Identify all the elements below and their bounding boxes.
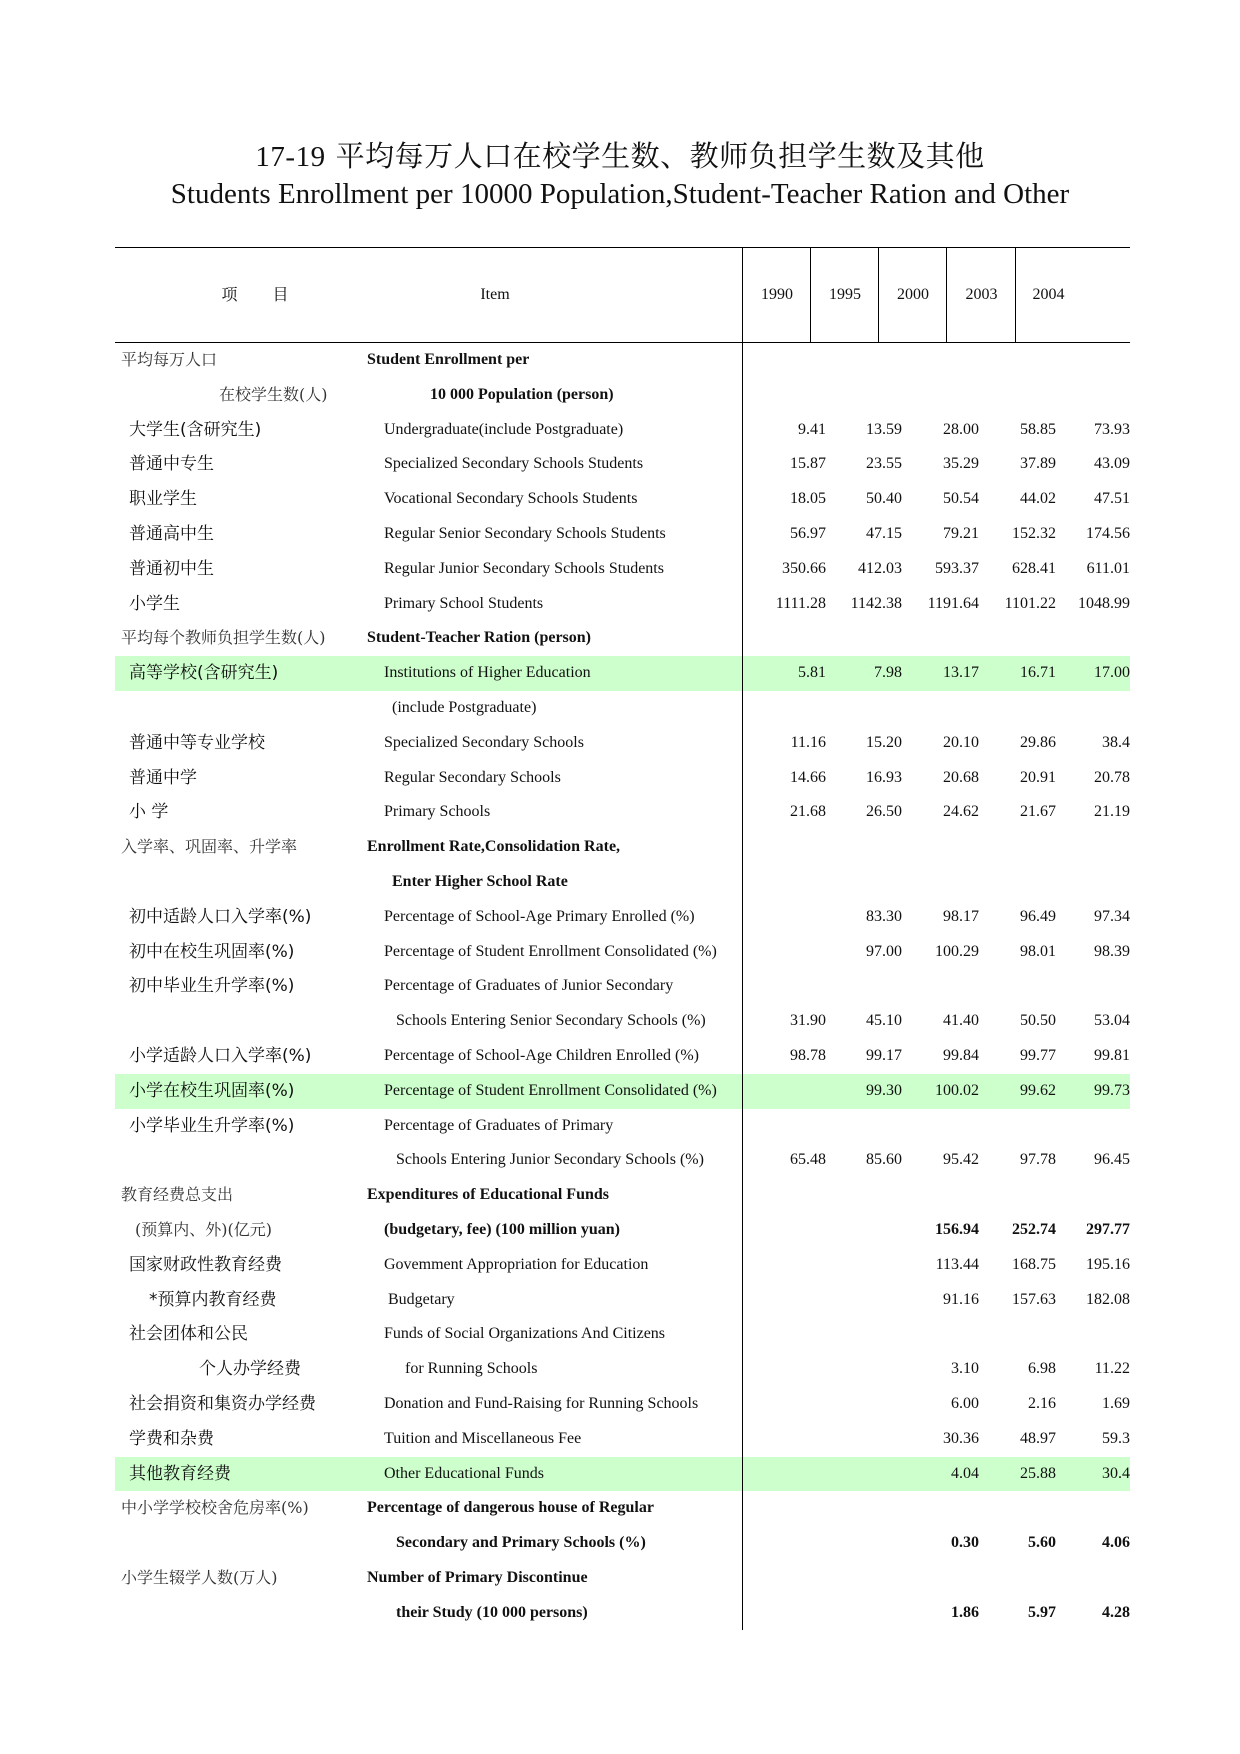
row-label-zh: 普通初中生	[129, 558, 214, 579]
cell-1995: 26.50	[866, 803, 902, 821]
cell-2004: 611.01	[1086, 559, 1130, 577]
cell-2000: 13.17	[943, 664, 979, 682]
row-label-zh: 教育经费总支出	[121, 1185, 234, 1205]
table-row	[115, 656, 1130, 691]
cell-1995: 15.20	[866, 733, 902, 751]
cell-2000: 156.94	[935, 1220, 979, 1238]
cell-1990: 9.41	[798, 420, 826, 438]
row-label-zh: 学费和杂费	[129, 1428, 214, 1449]
cell-2000: 79.21	[943, 524, 979, 542]
cell-2004: 182.08	[1086, 1290, 1130, 1308]
cell-2004: 59.3	[1102, 1429, 1130, 1447]
cell-2003: 5.60	[1028, 1534, 1056, 1552]
page-title-chinese	[0, 134, 1240, 175]
table-row	[115, 1248, 1130, 1283]
table-row	[115, 830, 1130, 865]
row-label-en: Student-Teacher Ration (person)	[367, 629, 592, 647]
row-label-zh: 小学生辍学人数(万人)	[121, 1567, 278, 1587]
table-row	[115, 1422, 1130, 1457]
cell-2003: 6.98	[1028, 1360, 1056, 1378]
row-label-zh: *预算内教育经费	[149, 1289, 277, 1310]
cell-2003: 98.01	[1020, 942, 1056, 960]
table-row	[115, 1596, 1130, 1631]
row-label-en: (budgetary, fee) (100 million yuan)	[384, 1220, 620, 1238]
cell-2000: 6.00	[951, 1394, 979, 1412]
cell-2004: 99.73	[1094, 1081, 1130, 1099]
table-row	[115, 726, 1130, 761]
page-title-english: Students Enrollment per 10000 Population,Student-Teacher Ration and Other	[170, 178, 1070, 210]
cell-2000: 20.68	[943, 768, 979, 786]
row-label-zh: 中小学学校校舍危房率(%)	[121, 1498, 309, 1518]
row-label-en: Expenditures of Educational Funds	[367, 1186, 609, 1204]
cell-1990: 5.81	[798, 664, 826, 682]
cell-2000: 593.37	[935, 559, 979, 577]
row-label-en: Institutions of Higher Education	[384, 664, 591, 682]
table-row	[115, 1109, 1130, 1144]
cell-2003: 168.75	[1012, 1255, 1056, 1273]
table-row	[115, 969, 1130, 1004]
cell-2003: 58.85	[1020, 420, 1056, 438]
cell-1990: 31.90	[790, 1012, 826, 1030]
cell-1990: 56.97	[790, 524, 826, 542]
table-header	[115, 248, 1130, 343]
cell-1995: 23.55	[866, 455, 902, 473]
cell-2003: 5.97	[1028, 1603, 1056, 1621]
row-label-zh: 高等学校(含研究生)	[129, 663, 279, 684]
cell-2003: 37.89	[1020, 455, 1056, 473]
header-year-2004: 2004	[1015, 248, 1081, 342]
row-label-en: Enrollment Rate,Consolidation Rate,	[367, 838, 621, 856]
row-label-zh: 小学适龄人口入学率(%)	[129, 1045, 312, 1066]
row-label-zh: 普通中学	[129, 767, 197, 788]
cell-2004: 4.06	[1102, 1534, 1130, 1552]
cell-2004: 97.34	[1094, 907, 1130, 925]
row-label-en: Percentage of Graduates of Junior Secondary	[384, 977, 674, 995]
table-row	[115, 1457, 1130, 1492]
cell-2003: 20.91	[1020, 768, 1056, 786]
cell-2004: 53.04	[1094, 1012, 1130, 1030]
cell-2000: 28.00	[943, 420, 979, 438]
cell-2000: 100.02	[935, 1081, 979, 1099]
row-label-en: their Study (10 000 persons)	[396, 1603, 588, 1621]
row-label-en: Primary School Students	[384, 594, 544, 612]
cell-1995: 45.10	[866, 1012, 902, 1030]
row-label-zh: (预算内、外)(亿元)	[135, 1219, 272, 1239]
cell-2003: 1101.22	[1004, 594, 1056, 612]
row-label-zh: 职业学生	[129, 489, 197, 510]
cell-2000: 98.17	[943, 907, 979, 925]
row-label-zh: 国家财政性教育经费	[129, 1254, 282, 1275]
cell-2003: 628.41	[1012, 559, 1056, 577]
table-row	[115, 1178, 1130, 1213]
row-label-en: Percentage of dangerous house of Regular	[367, 1499, 654, 1517]
cell-2003: 16.71	[1020, 664, 1056, 682]
cell-1995: 7.98	[874, 664, 902, 682]
cell-1990: 98.78	[790, 1046, 826, 1064]
row-label-zh: 小 学	[129, 802, 169, 823]
table-row	[115, 1561, 1130, 1596]
table-row	[115, 1491, 1130, 1526]
cell-2003: 99.77	[1020, 1046, 1056, 1064]
row-label-zh: 平均每万人口	[121, 350, 218, 369]
cell-2000: 100.29	[935, 942, 979, 960]
row-label-en: Percentage of Student Enrollment Consolidated (%)	[384, 942, 717, 960]
row-label-en: Student Enrollment per	[367, 351, 530, 368]
row-label-zh: 初中毕业生升学率(%)	[129, 976, 295, 997]
row-label-en: 10 000 Population (person)	[430, 385, 614, 403]
row-label-zh: 个人办学经费	[199, 1359, 301, 1380]
table-row	[115, 1387, 1130, 1422]
cell-2003: 25.88	[1020, 1464, 1056, 1482]
table-number: 17-19	[255, 141, 326, 173]
table-row	[115, 447, 1130, 482]
cell-1990: 15.87	[790, 455, 826, 473]
table-row	[115, 1283, 1130, 1318]
table-row	[115, 378, 1130, 413]
cell-2003: 97.78	[1020, 1151, 1056, 1169]
cell-2000: 99.84	[943, 1046, 979, 1064]
header-year-2000: 2000	[878, 248, 947, 342]
cell-1995: 85.60	[866, 1151, 902, 1169]
header-year-1995: 1995	[810, 248, 879, 342]
row-label-en: Specialized Secondary Schools Students	[384, 455, 644, 473]
cell-2004: 43.09	[1094, 455, 1130, 473]
cell-2000: 1.86	[951, 1603, 979, 1621]
cell-2003: 48.97	[1020, 1429, 1056, 1447]
table-row	[115, 1074, 1130, 1109]
row-label-zh: 普通中等专业学校	[129, 732, 265, 753]
table-row	[115, 795, 1130, 830]
cell-2003: 2.16	[1028, 1394, 1056, 1412]
table-body	[115, 343, 1130, 1630]
row-label-zh: 平均每个教师负担学生数(人)	[121, 628, 326, 648]
table-row	[115, 587, 1130, 622]
cell-2004: 99.81	[1094, 1046, 1130, 1064]
cell-2004: 1.69	[1102, 1394, 1130, 1412]
table-row	[115, 1039, 1130, 1074]
table-row	[115, 935, 1130, 970]
header-year-2003: 2003	[946, 248, 1016, 342]
row-label-zh: 社会团体和公民	[129, 1324, 248, 1345]
cell-2003: 157.63	[1012, 1290, 1056, 1308]
table-row	[115, 865, 1130, 900]
cell-2000: 35.29	[943, 455, 979, 473]
row-label-en: Donation and Fund-Raising for Running Schools	[384, 1394, 699, 1412]
cell-1995: 99.30	[866, 1081, 902, 1099]
table-row	[115, 1143, 1130, 1178]
row-label-en: Tuition and Miscellaneous Fee	[384, 1429, 582, 1447]
row-label-zh: 普通高中生	[129, 523, 214, 544]
table-row	[115, 621, 1130, 656]
cell-2000: 4.04	[951, 1464, 979, 1482]
cell-2004: 174.56	[1086, 524, 1130, 542]
cell-1990: 350.66	[782, 559, 826, 577]
row-label-en: Percentage of School-Age Children Enrolled (%)	[384, 1046, 700, 1064]
header-year-1990: 1990	[742, 248, 811, 342]
row-label-en: Other Educational Funds	[384, 1464, 544, 1482]
row-label-en: for Running Schools	[405, 1360, 538, 1378]
cell-1990: 14.66	[790, 768, 826, 786]
cell-1990: 21.68	[790, 803, 826, 821]
row-label-en: Regular Senior Secondary Schools Students	[384, 524, 666, 542]
row-label-en: Percentage of School-Age Primary Enrolled (%)	[384, 907, 695, 925]
row-label-zh: 初中适龄人口入学率(%)	[129, 906, 312, 927]
row-label-en: Secondary and Primary Schools (%)	[396, 1534, 646, 1552]
cell-2004: 20.78	[1094, 768, 1130, 786]
cell-2000: 24.62	[943, 803, 979, 821]
cell-2004: 47.51	[1094, 490, 1130, 508]
row-label-en: Funds of Social Organizations And Citizens	[384, 1325, 666, 1343]
cell-1995: 47.15	[866, 524, 902, 542]
cell-1995: 83.30	[866, 907, 902, 925]
column-divider	[742, 248, 743, 1630]
cell-2000: 113.44	[935, 1255, 979, 1273]
cell-1995: 97.00	[866, 942, 902, 960]
row-label-en: Primary Schools	[384, 803, 491, 821]
table-row	[115, 691, 1130, 726]
cell-2004: 17.00	[1094, 664, 1130, 682]
row-label-en: Number of Primary Discontinue	[367, 1568, 588, 1586]
cell-1995: 16.93	[866, 768, 902, 786]
cell-2004: 21.19	[1094, 803, 1130, 821]
row-label-zh: 大学生(含研究生)	[129, 419, 262, 440]
row-label-en: Govemment Appropriation for Education	[384, 1255, 649, 1273]
row-label-en: Regular Junior Secondary Schools Students	[384, 559, 664, 577]
cell-1995: 1142.38	[850, 594, 902, 612]
table-row	[115, 343, 1130, 378]
cell-2000: 95.42	[943, 1151, 979, 1169]
cell-2000: 91.16	[943, 1290, 979, 1308]
row-label-zh: 小学生	[129, 593, 180, 614]
cell-2004: 4.28	[1102, 1603, 1130, 1621]
cell-2000: 41.40	[943, 1012, 979, 1030]
table-row	[115, 1317, 1130, 1352]
row-label-en: Vocational Secondary Schools Students	[384, 490, 638, 508]
cell-2004: 30.4	[1102, 1464, 1130, 1482]
table-row	[115, 517, 1130, 552]
cell-2004: 73.93	[1094, 420, 1130, 438]
cell-2000: 50.54	[943, 490, 979, 508]
table-row	[115, 413, 1130, 448]
cell-2000: 20.10	[943, 733, 979, 751]
row-label-en: Schools Entering Junior Secondary Schools (%)	[396, 1151, 704, 1169]
row-label-zh: 社会捐资和集资办学经费	[129, 1393, 316, 1414]
header-item-en: Item	[480, 286, 510, 303]
cell-1995: 50.40	[866, 490, 902, 508]
row-label-zh: 小学毕业生升学率(%)	[129, 1115, 295, 1136]
row-label-zh: 入学率、巩固率、升学率	[121, 837, 298, 857]
cell-1990: 65.48	[790, 1151, 826, 1169]
table-row	[115, 1213, 1130, 1248]
row-label-en: (include Postgraduate)	[392, 698, 537, 716]
cell-2003: 152.32	[1012, 524, 1056, 542]
cell-1995: 412.03	[858, 559, 902, 577]
cell-2003: 50.50	[1020, 1012, 1056, 1030]
cell-1995: 13.59	[866, 420, 902, 438]
row-label-zh: 小学在校生巩固率(%)	[129, 1080, 295, 1101]
cell-2004: 11.22	[1094, 1360, 1130, 1378]
table-row	[115, 1352, 1130, 1387]
cell-2004: 297.77	[1086, 1220, 1130, 1238]
cell-2004: 1048.99	[1078, 594, 1130, 612]
row-label-zh: 在校学生数(人)	[219, 384, 328, 404]
row-label-en: Percentage of Student Enrollment Consolidated (%)	[384, 1081, 717, 1099]
table-row	[115, 482, 1130, 517]
table-row	[115, 552, 1130, 587]
cell-2004: 96.45	[1094, 1151, 1130, 1169]
cell-2000: 1191.64	[927, 594, 979, 612]
cell-2003: 29.86	[1020, 733, 1056, 751]
table-row	[115, 1526, 1130, 1561]
cell-2003: 96.49	[1020, 907, 1056, 925]
row-label-en: Regular Secondary Schools	[384, 768, 561, 786]
statistics-table	[115, 247, 1130, 1630]
cell-2000: 0.30	[951, 1534, 979, 1552]
row-label-en: Specialized Secondary Schools	[384, 733, 584, 751]
cell-2000: 3.10	[951, 1360, 979, 1378]
row-label-en: Undergraduate(include Postgraduate)	[384, 420, 624, 438]
title-zh-text: 平均每万人口在校学生数、教师负担学生数及其他	[335, 139, 985, 173]
cell-1990: 1111.28	[775, 594, 826, 612]
cell-2004: 38.4	[1102, 733, 1130, 751]
cell-2000: 30.36	[943, 1429, 979, 1447]
cell-2003: 99.62	[1020, 1081, 1056, 1099]
cell-1990: 11.16	[790, 733, 826, 751]
table-row	[115, 1004, 1130, 1039]
cell-2003: 44.02	[1020, 490, 1056, 508]
row-label-en: Enter Higher School Rate	[392, 872, 568, 890]
row-label-en: Schools Entering Senior Secondary Schools (%)	[396, 1012, 706, 1030]
row-label-en: Budgetary	[388, 1290, 455, 1308]
cell-1995: 99.17	[866, 1046, 902, 1064]
table-row	[115, 900, 1130, 935]
table-row	[115, 761, 1130, 796]
cell-2004: 98.39	[1094, 942, 1130, 960]
cell-2003: 21.67	[1020, 803, 1056, 821]
row-label-zh: 其他教育经费	[129, 1463, 231, 1484]
row-label-en: Percentage of Graduates of Primary	[384, 1116, 614, 1134]
row-label-zh: 初中在校生巩固率(%)	[129, 941, 295, 962]
row-label-zh: 普通中专生	[129, 454, 214, 475]
cell-2003: 252.74	[1012, 1220, 1056, 1238]
header-item-zh: 项 目	[221, 285, 289, 304]
cell-2004: 195.16	[1086, 1255, 1130, 1273]
cell-1990: 18.05	[790, 490, 826, 508]
